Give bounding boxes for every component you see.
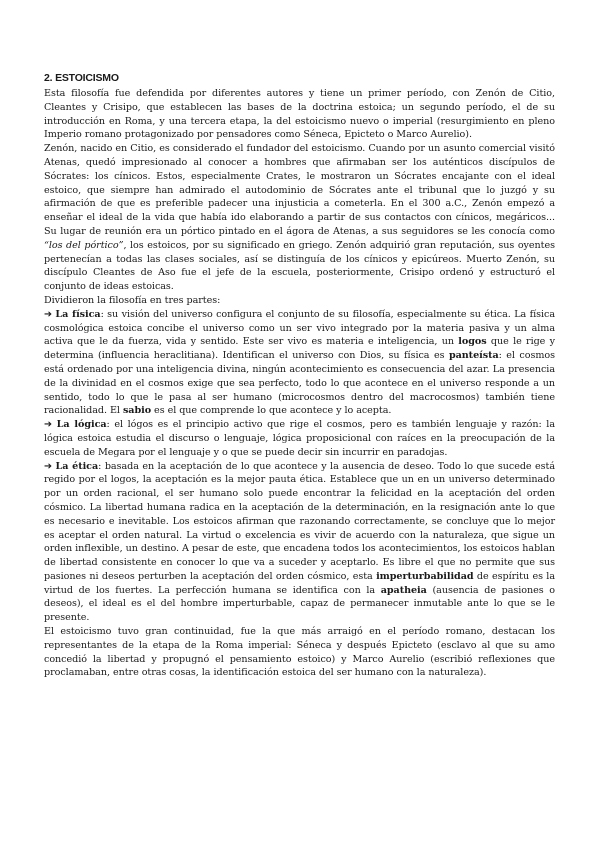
etica-apatheia: apatheia [380,584,427,596]
etica-text-b: de espíritu es la virtud de los fuertes. La perfección humana se identifica con la [44,570,555,596]
fisica-paragraph [44,308,555,418]
logica-label: La lógica [56,419,107,431]
fisica-text-c: : el cosmos está ordenado por una inteligencia divina, ningún acontecimiento es consecuencia del azar. La presencia de la divinidad en el cosmos exige que sea perfecto, todo lo que acontece en el universo responde a un sentido, todo lo que le pasa al ser humano (microcosmos dentro del macrocosmos) también tiene racionalidad. El [44,350,555,417]
zenon-paragraph [44,142,555,294]
document-content [44,72,555,680]
zenon-quote: “los del pórtico” [44,239,124,251]
fisica-panteista: panteísta [448,350,499,362]
fisica-logos: logos [458,336,487,348]
etica-imperturbabilidad: imperturbabilidad [376,570,474,582]
etica-text-a: : basada en la aceptación de lo que acontece y la ausencia de deseo. Todo lo que sucede está regido por el logos, la aceptación es la mejor pauta ética. Establece que un en un universo determinado por un orden racional, el ser humano solo puede encontrar la felicidad en la aceptación del orden cósmico. La libertad humana radica en la aceptación de la determinación, en la resignación ante lo que es necesario e inevitable. Los estoicos afirman que razonando correctamente, se concluye que lo mejor es aceptar el orden natural. La virtud o excelencia es vivir de acuerdo con la naturaleza, que sigue un orden inflexible, un destino. A pesar de este, que encadena todos los acontecimientos, los estoicos hablan de libertad consistente en conocer lo que va a suceder y aceptarlo. Es libre el que no permite que sus pasiones ni deseos perturben la aceptación del orden cósmico, esta [44,460,556,582]
logica-text: : el lógos es el principio activo que rige el cosmos, pero es también lenguaje y razón: la lógica estoica estudia el discurso o lenguaje, lógica proposicional con raíces en la preocupación de la escuela de Megara por el lenguaje y o que se puede decir sin incurrir en paradojas. [44,419,555,458]
logica-paragraph [44,418,555,459]
parts-intro: Dividieron la filosofía en tres partes: [44,294,221,306]
fisica-label: La física [55,308,101,320]
etica-paragraph [44,460,555,626]
arrow-right-icon: ➔ [44,308,52,320]
fisica-sabio: sabio [122,405,152,417]
arrow-right-icon: ➔ [44,460,52,472]
etica-text-c: (ausencia de pasiones o deseos), el ideal es el del hombre imperturbable, capaz de permanecer inmutable ante lo que se le presente. [44,584,555,624]
fisica-text-a: : su visión del universo configura el conjunto de su filosofía, especialmente su ética. La física cosmológica estoica concibe el universo como un ser vivo integrado por la materia pasiva y un alma activa que le da fuerza, vida y sentido. Este ser vivo es materia e inteligencia, un [44,308,556,348]
closing-paragraph: El estoicismo tuvo gran continuidad, fue la que más arraigó en el período romano, destacan los representantes de la etapa de la Roma imperial: Séneca y después Epicteto (esclavo al que su amo concedió la libertad y propugnó el pensamiento estoico) y Marco Aurelio (escribió reflexiones que proclamaban, entre otras cosas, la identificación estoica del ser humano con la naturaleza). [44,626,555,679]
etica-label: La ética [55,460,99,472]
zenon-text-b: , los estoicos, por su significado en griego. Zenón adquirió gran reputación, sus oyentes pertenecían a todas las clases sociales, así se distinguía de los cínicos y epicúreos. Muerto Zenón, su discípulo Cleantes de Aso fue el jefe de la escuela, posteriormente, Crisipo ordenó y estructuró el conjunto de ideas estoicas. [44,239,555,293]
fisica-text-b: que le rige y determina (influencia heraclitiana). Identifican el universo con Dios, su física es [44,336,555,362]
zenon-text-a: Zenón, nacido en Citio, es considerado el fundador del estoicismo. Cuando por un asunto comercial visitó Atenas, quedó impresionado al conocer a hombres que afirmaban ser los auténticos discípulos de Sócrates: los cínicos. Estos, especialmente Crates, le mostraron un Sócrates encajante con el ideal estoico, que siempre han admirado el autodominio de Sócrates ante el tribunal que lo juzgó y su afirmación de que es preferible padecer una injusticia a cometerla. En el 300 a.C., Zenón empezó a enseñar el ideal de la vida que había ido elaborando a partir de sus contactos con cínicos, megáricos... Su lugar de reunión era un pórtico pintado en el ágora de Atenas, a sus seguidores se les conocía como [44,143,555,237]
arrow-right-icon: ➔ [44,419,52,431]
section-heading: 2. ESTOICISMO [44,72,119,84]
intro-paragraph: Esta filosofía fue defendida por diferentes autores y tiene un primer período, con Zenón de Citio, Cleantes y Crisipo, que establecen las bases de la doctrina estoica; un segundo período, el de su introducción en Roma, y una tercera etapa, la del estoicismo nuevo o imperial (resurgimiento en pleno Imperio romano protagonizado por pensadores como Séneca, Epicteto o Marco Aurelio). [44,88,555,141]
fisica-text-d: es el que comprende lo que acontece y lo acepta. [151,405,392,417]
